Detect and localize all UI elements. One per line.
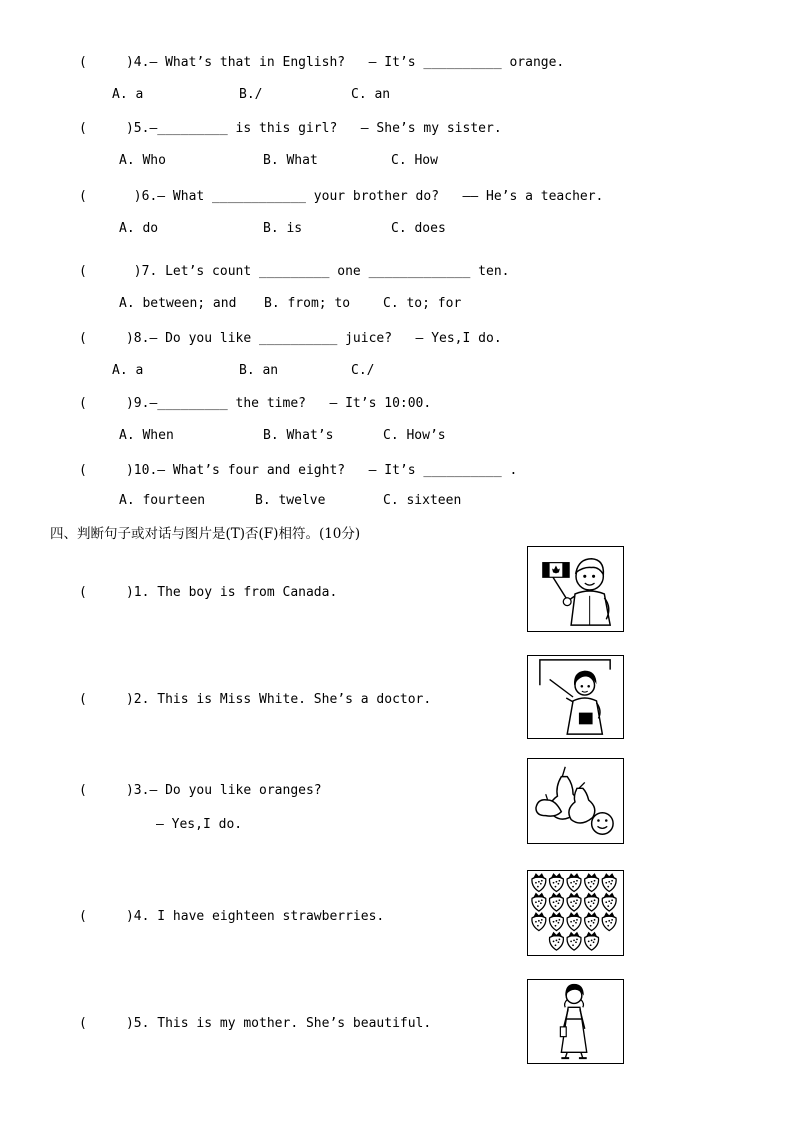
question-8-stem: ( )8.— Do you like __________ juice? — Yes,I do. [79,331,502,346]
question-5-stem: ( )5.—_________ is this girl? — She’s my sister. [79,121,502,136]
strawberry-icon [532,913,546,931]
question-6-option-c: C. does [391,221,446,236]
question-6-option-a: A. do [119,221,159,236]
strawberry-icon [550,874,564,892]
question-10-stem: ( )10.— What’s four and eight? — It’s __________ . [79,463,518,478]
teacher-pointing-icon [528,656,623,738]
question-6-option-b: B. is [263,221,303,236]
strawberry-icon [585,874,599,892]
tf-item-1: ( )1. The boy is from Canada. [79,585,338,600]
question-9-option-b: B. What’s [263,428,334,443]
picture-strawberry-grid [527,870,624,956]
strawberry-icon [602,874,616,892]
picture-pears-and-smiley [527,758,624,844]
pears-smiley-icon [528,759,623,843]
strawberry-icon [585,893,599,911]
strawberry-icon [585,913,599,931]
question-7-option-b: B. from; to [264,296,351,311]
question-5-option-b: B. What [263,153,318,168]
boy-with-flag-icon [528,547,623,631]
section-4-heading: 四、判断句子或对话与图片是(T)否(F)相符。(10分) [50,526,361,542]
question-7-option-a: A. between; and [119,296,237,311]
picture-teacher-at-board [527,655,624,739]
question-4-option-c: C. an [351,87,391,102]
question-10-option-b: B. twelve [255,493,326,508]
strawberry-icon [550,913,564,931]
tf-item-3-line-2: — Yes,I do. [156,817,243,832]
picture-girl-standing [527,979,624,1064]
question-5-option-a: A. Who [119,153,166,168]
strawberry-icon [602,913,616,931]
strawberry-icon [550,893,564,911]
question-8-option-a: A. a [112,363,144,378]
strawberry-icon [532,874,546,892]
question-9-option-a: A. When [119,428,174,443]
question-4-option-a: A. a [112,87,144,102]
strawberry-icon [567,893,581,911]
strawberry-icon [585,933,599,951]
question-5-option-c: C. How [391,153,438,168]
strawberry-icon [567,874,581,892]
tf-item-4: ( )4. I have eighteen strawberries. [79,909,385,924]
tf-item-5: ( )5. This is my mother. She’s beautiful. [79,1016,432,1031]
question-7-option-c: C. to; for [383,296,462,311]
strawberry-icon [602,893,616,911]
question-4-stem: ( )4.— What’s that in English? — It’s __________ orange. [79,55,565,70]
question-7-stem: ( )7. Let’s count _________ one _____________ ten. [79,264,510,279]
question-6-stem: ( )6.— What ____________ your brother do? —— He’s a teacher. [79,189,604,204]
strawberries-icon [528,871,623,955]
strawberry-icon [567,933,581,951]
strawberry-icon [550,933,564,951]
strawberry-icon [532,893,546,911]
girl-standing-icon [528,980,623,1063]
question-9-stem: ( )9.—_________ the time? — It’s 10:00. [79,396,432,411]
strawberry-icon [567,913,581,931]
question-4-option-b: B./ [239,87,263,102]
tf-item-2: ( )2. This is Miss White. She’s a doctor. [79,692,432,707]
question-10-option-a: A. fourteen [119,493,206,508]
question-8-option-b: B. an [239,363,279,378]
question-8-option-c: C./ [351,363,375,378]
question-9-option-c: C. How’s [383,428,446,443]
question-10-option-c: C. sixteen [383,493,462,508]
tf-item-3-line-1: ( )3.— Do you like oranges? [79,783,322,798]
picture-boy-with-canada-flag [527,546,624,632]
